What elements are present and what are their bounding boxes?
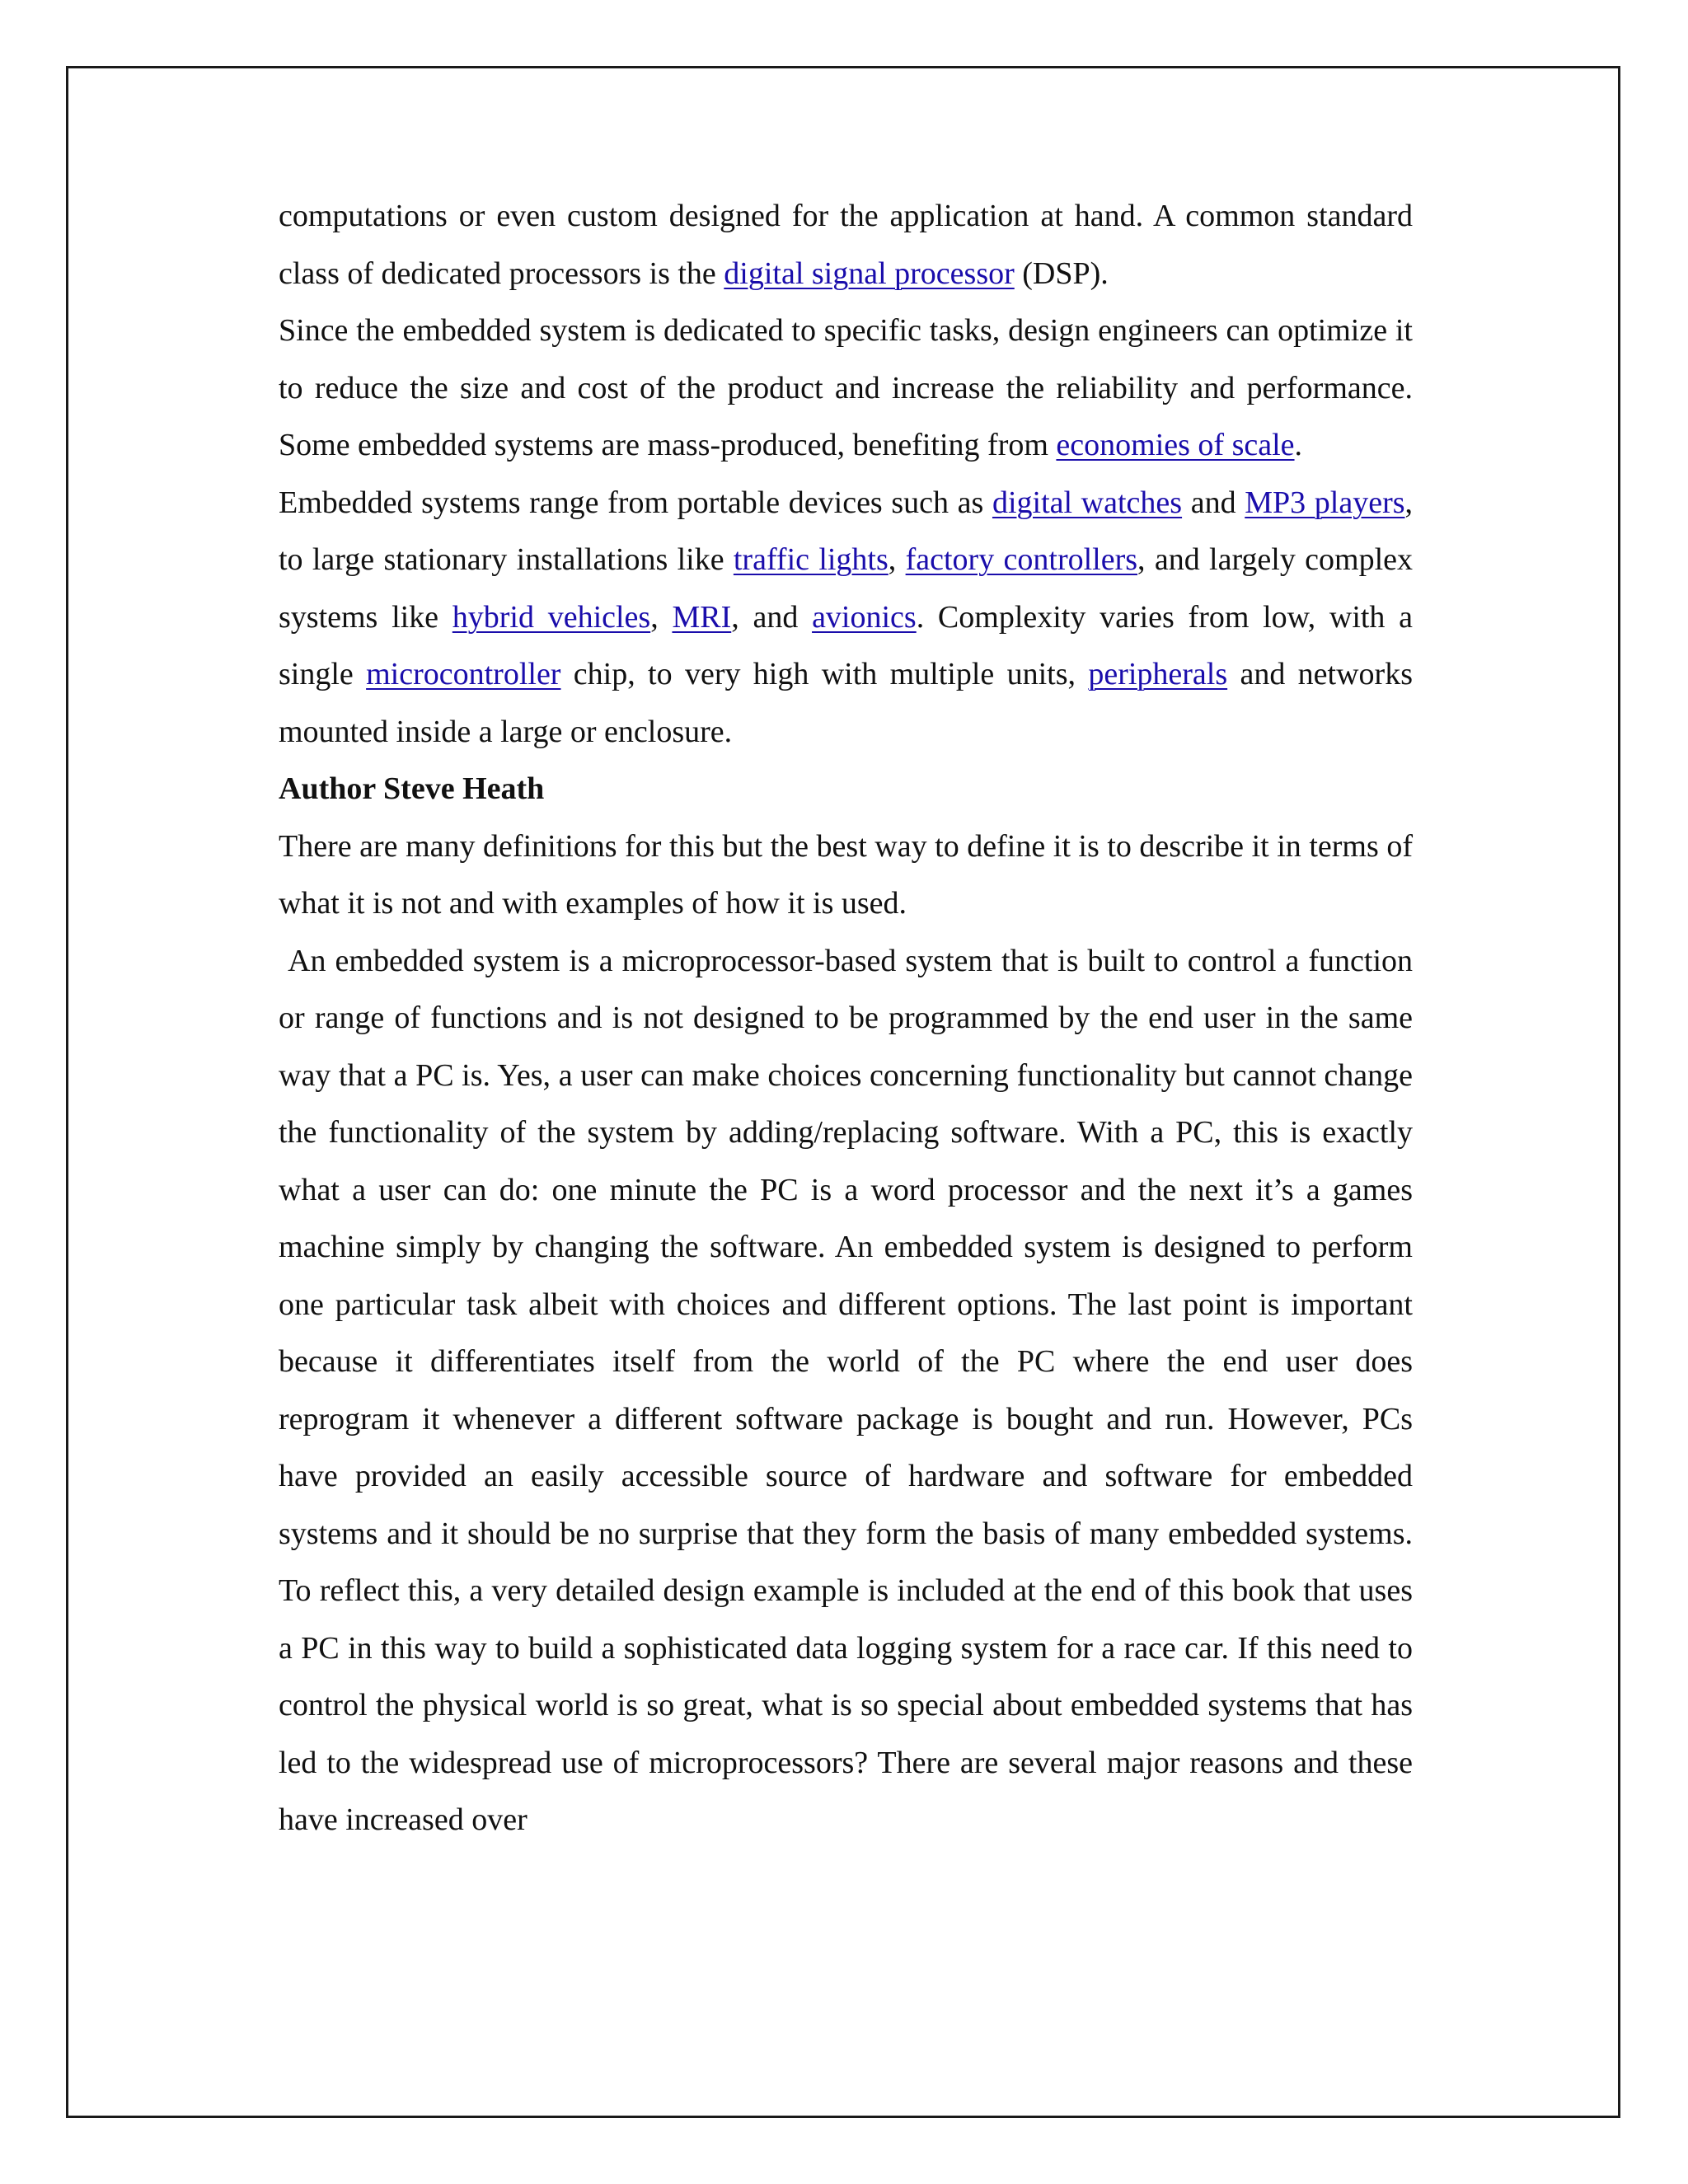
text-run: and [1182, 485, 1245, 520]
text-run: , and [731, 599, 813, 635]
document-body [279, 188, 1413, 1849]
text-run: Since the embedded system is dedicated to specific tasks, design engineers can optimize it to reduce the size and cost of the product and increase the reliability and performance. Some embedded systems are mass-produced, benefiting from [279, 313, 1413, 462]
link-mri[interactable]: MRI [672, 599, 732, 635]
link-hybrid-vehicles[interactable]: hybrid vehicles [452, 599, 651, 635]
link-factory-controllers[interactable]: factory controllers [905, 542, 1138, 577]
text-run: and networks mounted inside a large or enclosure. [279, 657, 1413, 749]
text-run: , [888, 542, 906, 577]
paragraph-range-of-systems [279, 475, 1413, 762]
author-heading: Author Steve Heath [279, 771, 545, 806]
link-digital-signal-processor[interactable]: digital signal processor [724, 255, 1015, 291]
link-mp3-players[interactable]: MP3 players [1245, 485, 1405, 520]
paragraph-embedded-definition [279, 933, 1413, 1849]
text-run: chip, to very high with multiple units, [560, 657, 1089, 691]
text-run: computations or even custom designed for the application at hand. A common standard class of dedicated processors is the [279, 199, 1413, 291]
text-run: . [1294, 428, 1303, 462]
link-traffic-lights[interactable]: traffic lights [733, 542, 889, 577]
paragraph-definitions: There are many definitions for this but the best way to define it is to describe it in terms of what it is not and with examples of how it is used. [279, 828, 1413, 921]
paragraph-dsp [279, 188, 1413, 302]
paragraph-design-optimization [279, 302, 1413, 475]
text-run: An embedded system is a microprocessor-based system that is built to control a function or range of functions and is not designed to be programmed by the end user in the same way that a PC is. Yes, a user can make choices concerning functionality but cannot change the functionality of the system by adding/replacing software. With a PC, this is exactly what a user can do: one minute the PC is a word processor and the next it’s a games machine simply by changing the software. An embedded system is designed to perform one particular task albeit with choices and different options. The last point is important because it differentiates itself from the world of the PC where the end user does reprogram it whenever a different software package is bought and run. However, PCs have provided an easily accessible source of hardware and software for embedded systems and it should be no surprise that they form the basis of many embedded systems. To reflect this, a very detailed design example is included at the end of this book that uses a PC in this way to build a sophisticated data logging system for a race car. If this need to control the physical world is so great, what is so special about embedded systems that has led to the widespread use of microprocessors? There are several major reasons and these have increased over [279, 943, 1414, 1837]
link-digital-watches[interactable]: digital watches [992, 485, 1183, 520]
text-run: , and largely complex systems like [279, 542, 1414, 635]
text-run: Embedded systems range from portable devices such as [279, 485, 992, 520]
text-run: , to large stationary installations like [279, 485, 1414, 577]
link-peripherals[interactable]: peripherals [1088, 657, 1228, 691]
link-microcontroller[interactable]: microcontroller [366, 657, 561, 691]
text-run: (DSP). [1014, 255, 1109, 291]
text-run: . Complexity varies from low, with a single [279, 599, 1414, 691]
link-economies-of-scale[interactable]: economies of scale [1056, 428, 1295, 462]
text-run: , [650, 599, 673, 635]
link-avionics[interactable]: avionics [812, 599, 917, 635]
